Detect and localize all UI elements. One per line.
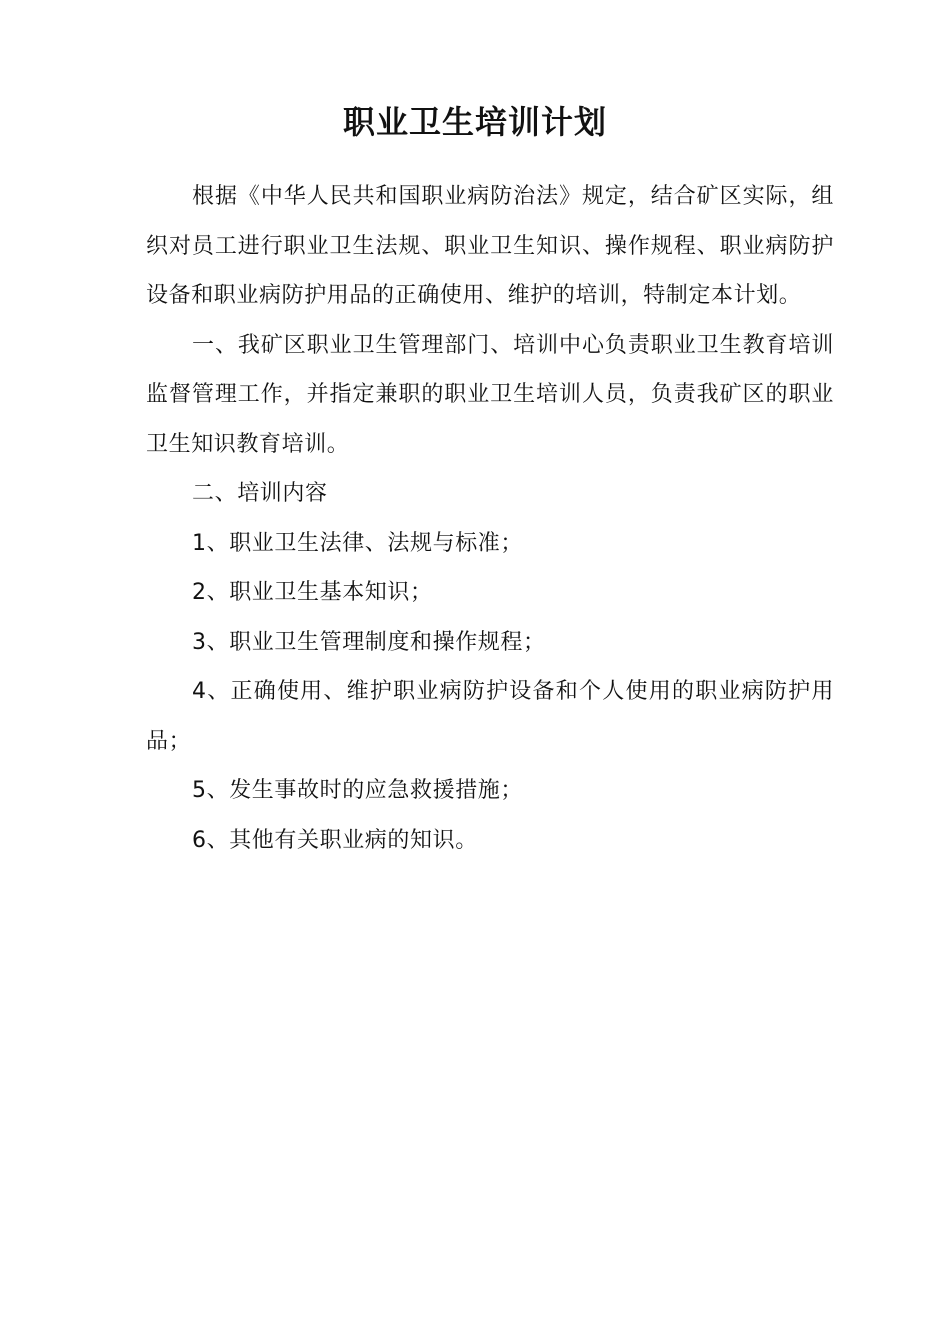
document-title: 职业卫生培训计划 — [342, 103, 607, 141]
paragraph-section-two-heading: 二、培训内容 — [192, 481, 328, 506]
list-item-6: 6、其他有关职业病的知识。 — [192, 827, 478, 853]
list-item-2: 2、职业卫生基本知识； — [192, 580, 433, 605]
paragraph-intro: 根据《中华人民共和国职业病防治法》规定，结合矿区实际，组织对员工进行职业卫生法规、职业卫生知识、操作规程、职业病防护设备和职业病防护用品的正确使用、维护的培训，特制定本计划。 — [146, 184, 834, 308]
list-item-4: 4、正确使用、维护职业病防护设备和个人使用的职业病防护用品； — [146, 679, 834, 754]
document-body — [146, 172, 834, 865]
list-item-3: 3、职业卫生管理制度和操作规程； — [192, 629, 546, 655]
list-item-1: 1、职业卫生法律、法规与标准； — [192, 530, 523, 556]
list-item-5: 5、发生事故时的应急救援措施； — [192, 778, 523, 803]
paragraph-section-one: 一、我矿区职业卫生管理部门、培训中心负责职业卫生教育培训监督管理工作，并指定兼职的职业卫生培训人员，负责我矿区的职业卫生知识教育培训。 — [146, 332, 834, 457]
